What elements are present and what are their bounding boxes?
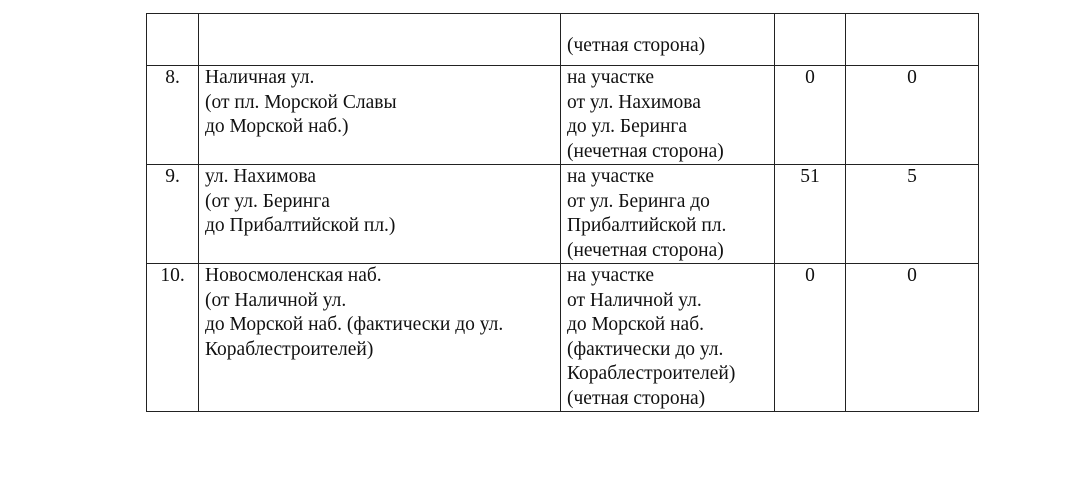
- street-line: до Морской наб. (фактически до ул.: [205, 314, 504, 335]
- street-cell: [199, 66, 561, 165]
- value-cell-2: 0: [846, 264, 979, 412]
- section-line: на участке: [567, 67, 654, 88]
- section-line: (четная сторона): [567, 387, 706, 409]
- table-row: [147, 14, 979, 66]
- section-cell: [561, 264, 775, 412]
- row-number: [147, 14, 199, 66]
- section-line: от Наличной ул.: [567, 289, 702, 311]
- street-line: (от Наличной ул.: [205, 289, 347, 311]
- table-row: [147, 165, 979, 264]
- street-line: (от пл. Морской Славы: [205, 91, 397, 113]
- value-cell-1: 0: [775, 264, 846, 412]
- section-line: от ул. Нахимова: [567, 91, 701, 113]
- street-cell: [199, 14, 561, 66]
- street-cell: [199, 264, 561, 412]
- section-line: на участке: [567, 265, 654, 286]
- value-cell-1: 51: [775, 165, 846, 264]
- street-line: Наличная ул.: [205, 67, 315, 88]
- section-line: (нечетная сторона): [567, 239, 724, 261]
- section-line: Прибалтийской пл.: [567, 215, 727, 236]
- row-number: 10.: [147, 264, 199, 412]
- street-line: ул. Нахимова: [205, 166, 316, 187]
- section-line: на участке: [567, 166, 654, 187]
- street-line: (от ул. Беринга: [205, 190, 330, 212]
- street-line: до Морской наб.): [205, 116, 349, 137]
- section-line: до Морской наб.: [567, 314, 704, 335]
- table-row: [147, 66, 979, 165]
- value-cell-2: 0: [846, 66, 979, 165]
- section-line: (фактически до ул.: [567, 338, 724, 360]
- table-row: [147, 264, 979, 412]
- value-cell-2: 5: [846, 165, 979, 264]
- section-line: (четная сторона): [567, 34, 706, 56]
- street-line: Кораблестроителей): [205, 338, 374, 360]
- section-cell: [561, 66, 775, 165]
- value-cell-1: 0: [775, 66, 846, 165]
- section-line: до ул. Беринга: [567, 116, 688, 137]
- value-cell-2: [846, 14, 979, 66]
- row-number: 8.: [147, 66, 199, 165]
- section-line: от ул. Беринга до: [567, 190, 710, 212]
- section-line: (нечетная сторона): [567, 140, 724, 162]
- value-cell-1: [775, 14, 846, 66]
- section-cell: [561, 14, 775, 66]
- street-cell: [199, 165, 561, 264]
- street-line: Новосмоленская наб.: [205, 265, 382, 286]
- street-line: до Прибалтийской пл.): [205, 215, 396, 236]
- section-cell: [561, 165, 775, 264]
- row-number: 9.: [147, 165, 199, 264]
- street-table: [146, 13, 979, 412]
- section-line: Кораблестроителей): [567, 363, 736, 384]
